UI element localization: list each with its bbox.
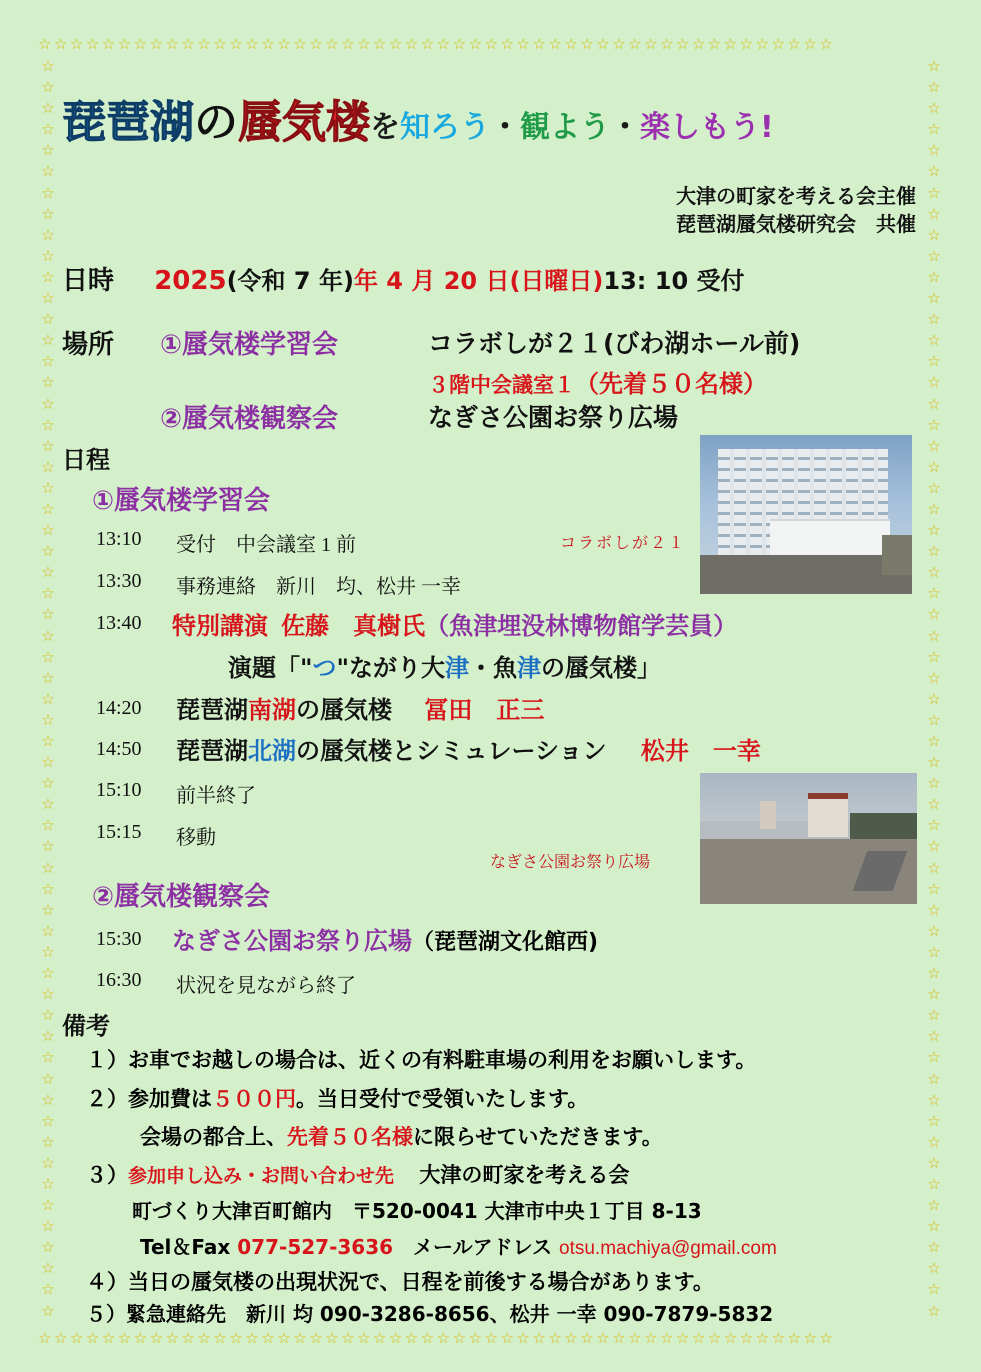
schedule-time: 13:40 — [96, 612, 142, 634]
schedule-time: 14:20 — [96, 697, 142, 719]
note2b-c: に限らせていただきます。 — [413, 1125, 663, 1149]
datetime-month-day: 年 4 月 20 日(日曜日) — [353, 267, 604, 295]
datetime-row — [62, 260, 745, 297]
note2-fee: ５００円 — [212, 1087, 296, 1111]
note2b-a: 会場の都合上、 — [140, 1125, 287, 1149]
talk2-c: の蜃気楼とシミュレーション — [296, 737, 607, 765]
observation-paren: （琵琶湖文化館西) — [412, 930, 599, 955]
title-dot1: ・ — [490, 110, 520, 145]
topic-tsu2: 津 — [445, 654, 470, 682]
note3-contact-label: 参加申し込み・お問い合わせ先 — [128, 1165, 395, 1187]
star-border-top: ☆☆☆☆☆☆☆☆☆☆☆☆☆☆☆☆☆☆☆☆☆☆☆☆☆☆☆☆☆☆☆☆☆☆☆☆☆☆☆☆☆☆☆☆☆☆☆☆☆☆ — [38, 35, 836, 53]
schedule-text: 事務連絡 新川 均、松井 一幸 — [176, 576, 461, 598]
venue-label: 場所 — [62, 330, 115, 360]
title-wo: を — [370, 110, 400, 145]
observation-row — [172, 921, 598, 956]
schedule-text: 受付 中会議室 1 前 — [176, 534, 356, 556]
observation-place: なぎさ公園お祭り広場 — [172, 927, 412, 955]
title-mirage: 蜃気楼 — [238, 97, 370, 148]
title-see: 観よう — [520, 110, 610, 145]
special-lecture-affiliation: （魚津埋没林博物館学芸員） — [425, 612, 738, 640]
title-biwako: 琵琶湖 — [62, 97, 194, 148]
schedule-time: 15:15 — [96, 821, 142, 843]
host-line-1: 大津の町家を考える会主催 — [676, 184, 916, 208]
schedule-time: 13:30 — [96, 570, 142, 592]
note-2 — [86, 1083, 588, 1113]
datetime-era: (令和 7 年) — [226, 267, 354, 295]
topic-tsu3: 津 — [517, 654, 542, 682]
venue-item1-title: ①蜃気楼学習会 — [160, 330, 339, 360]
venue-item1-place: コラボしが２１(びわ湖ホール前) — [428, 329, 801, 358]
schedule-time: 15:10 — [96, 779, 142, 801]
note2-c: 。当日受付で受領いたします。 — [296, 1087, 589, 1111]
page-title — [62, 86, 774, 158]
schedule-section-1: ①蜃気楼学習会 — [92, 486, 271, 516]
datetime-reception: 13: 10 受付 — [603, 267, 745, 295]
schedule-time: 16:30 — [96, 969, 142, 991]
talk1-c: の蜃気楼 — [296, 696, 392, 724]
star-border-right: ☆☆☆☆☆☆☆☆☆☆☆☆☆☆☆☆☆☆☆☆☆☆☆☆☆☆☆☆☆☆☆☆☆☆☆☆☆☆☆☆☆☆☆☆☆☆☆☆☆☆☆☆☆☆☆☆☆☆☆☆ — [927, 57, 941, 1320]
note-3c — [140, 1231, 777, 1260]
note-3b-address: 町づくり大津百町館内 〒520-0041 大津市中央１丁目 8-13 — [132, 1199, 702, 1223]
schedule-text: 状況を見ながら終了 — [176, 975, 356, 997]
talk1-south-lake: 南湖 — [248, 696, 296, 724]
title-no: の — [194, 97, 238, 148]
note-5: ５）緊急連絡先 新川 均 090-3286-8656、松井 一幸 090-7879-5832 — [86, 1302, 774, 1326]
note3c-email: otsu.machiya@gmail.com — [559, 1238, 777, 1259]
note2b-limit: 先着５０名様 — [287, 1125, 413, 1149]
collabo-shiga-photo — [700, 435, 912, 594]
venue-limit: （先着５０名様） — [575, 370, 767, 398]
note2-a: ２）参加費は — [86, 1087, 212, 1111]
schedule-time: 13:10 — [96, 528, 142, 550]
venue-item1-detail — [428, 364, 767, 399]
note3c-mail-label: メールアドレス — [393, 1235, 553, 1259]
venue-room: ３階中会議室１ — [428, 373, 575, 397]
talk2-speaker: 松井 一幸 — [640, 737, 761, 765]
star-border-bottom: ☆☆☆☆☆☆☆☆☆☆☆☆☆☆☆☆☆☆☆☆☆☆☆☆☆☆☆☆☆☆☆☆☆☆☆☆☆☆☆☆☆☆☆☆☆☆☆☆☆☆ — [38, 1329, 836, 1347]
topic-mid2: ・魚 — [469, 654, 518, 682]
topic-end: の蜃気楼」 — [541, 654, 662, 682]
venue-item2-place: なぎさ公園お祭り広場 — [428, 403, 679, 432]
talk1-speaker: 冨田 正三 — [424, 696, 545, 724]
schedule-section-2: ②蜃気楼観察会 — [92, 882, 271, 912]
title-dot2: ・ — [610, 110, 640, 145]
nagisa-park-photo — [700, 773, 917, 904]
talk-2 — [176, 731, 761, 766]
special-lecture-name: 佐藤 真樹氏 — [281, 612, 426, 640]
schedule-time: 14:50 — [96, 738, 142, 760]
note3c-tel: 077-527-3636 — [237, 1235, 394, 1259]
datetime-year: 2025 — [154, 266, 227, 296]
lecture-topic — [228, 648, 661, 683]
note-1: １）お車でお越しの場合は、近くの有料駐車場の利用をお願いします。 — [86, 1048, 757, 1072]
talk2-a: 琵琶湖 — [176, 737, 248, 765]
venue-item2-title: ②蜃気楼観察会 — [160, 404, 339, 434]
note3c-tel-label: Tel＆Fax — [140, 1235, 238, 1259]
talk-1 — [176, 690, 544, 725]
photo-caption-1: コラボしが２１ — [560, 535, 687, 552]
note3-org: 大津の町家を考える会 — [419, 1163, 630, 1187]
notes-label: 備考 — [62, 1012, 110, 1040]
title-know: 知ろう — [400, 110, 490, 145]
note-2b — [140, 1121, 663, 1151]
note3-a: ３） — [86, 1163, 128, 1187]
schedule-text: 移動 — [176, 827, 216, 849]
host-line-2: 琵琶湖蜃気楼研究会 共催 — [676, 212, 916, 236]
note-3 — [86, 1159, 629, 1189]
photo-caption-2: なぎさ公園お祭り広場 — [490, 854, 651, 871]
schedule-text: 前半終了 — [176, 785, 256, 807]
special-lecture-row — [172, 606, 737, 641]
talk2-north-lake: 北湖 — [248, 737, 296, 765]
special-lecture-label: 特別講演 — [172, 612, 268, 640]
title-enjoy: 楽しもう! — [640, 110, 774, 145]
datetime-label: 日時 — [62, 266, 115, 296]
topic-pre: 演題「" — [228, 654, 313, 682]
schedule-label: 日程 — [62, 446, 110, 474]
topic-tsu: つ — [312, 654, 337, 682]
star-border-left: ☆☆☆☆☆☆☆☆☆☆☆☆☆☆☆☆☆☆☆☆☆☆☆☆☆☆☆☆☆☆☆☆☆☆☆☆☆☆☆☆☆☆☆☆☆☆☆☆☆☆☆☆☆☆☆☆☆☆☆☆ — [41, 57, 55, 1320]
talk1-a: 琵琶湖 — [176, 696, 248, 724]
note-4: ４）当日の蜃気楼の出現状況で、日程を前後する場合があります。 — [86, 1270, 714, 1294]
topic-mid1: "ながり大 — [336, 654, 446, 682]
schedule-time: 15:30 — [96, 928, 142, 950]
